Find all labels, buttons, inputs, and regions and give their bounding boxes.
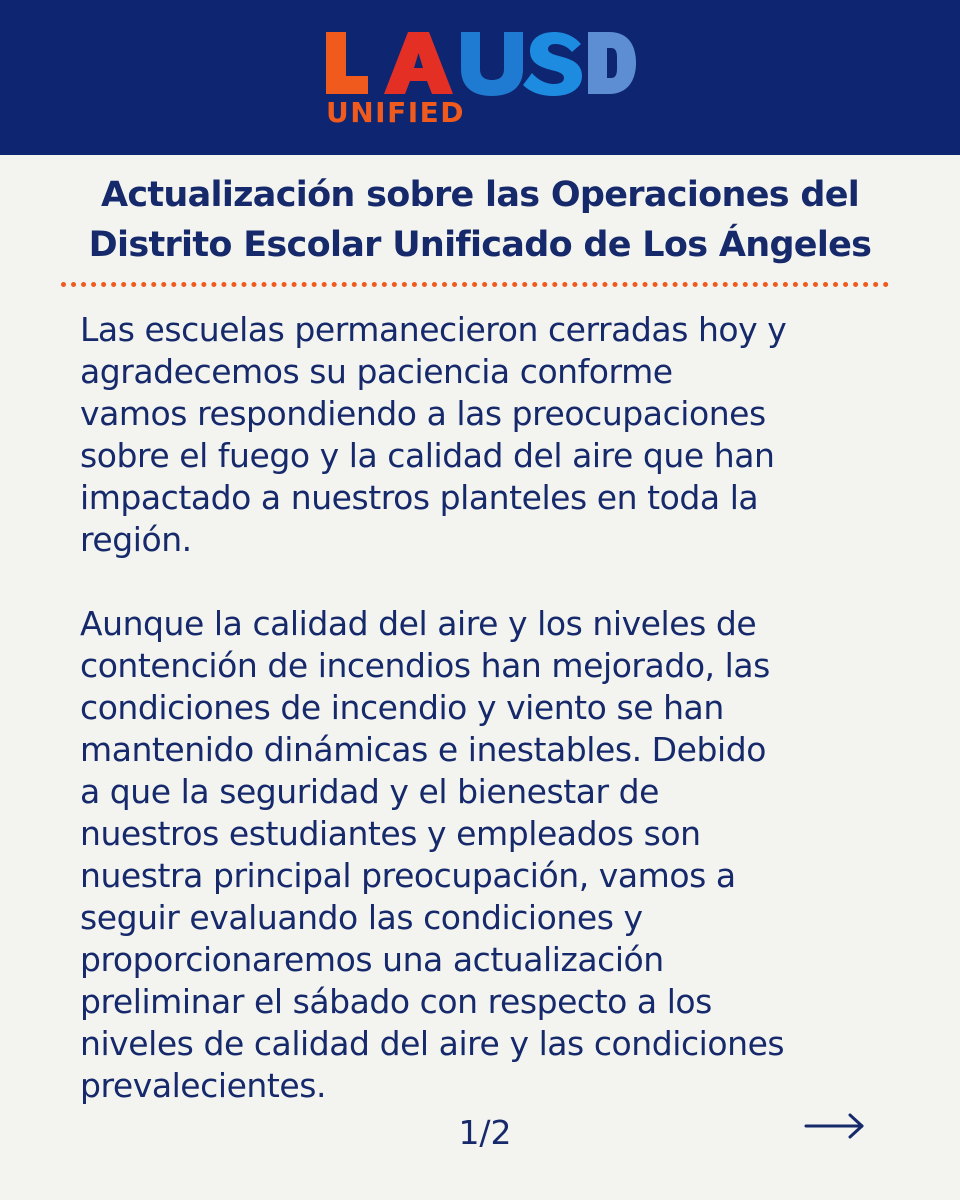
paragraph-1-line-4: sobre el fuego y la calidad del aire que han	[80, 436, 775, 475]
header-banner	[0, 0, 960, 155]
paragraph-2	[80, 603, 900, 1107]
page-title-line-2: Distrito Escolar Unificado de Los Ángeles	[88, 225, 872, 265]
page-title	[40, 170, 920, 270]
paragraph-1-line-5: impactado a nuestros planteles en toda la	[80, 478, 759, 517]
svg-text:UNIFIED: UNIFIED	[326, 96, 466, 126]
paragraph-2-line-11: niveles de calidad del aire y las condiciones	[80, 1024, 785, 1063]
paragraph-2-line-7: nuestra principal preocupación, vamos a	[80, 856, 736, 895]
paragraph-2-line-6: nuestros estudiantes y empleados son	[80, 814, 701, 853]
paragraph-2-line-3: condiciones de incendio y viento se han	[80, 688, 724, 727]
paragraph-2-line-9: proporcionaremos una actualización	[80, 940, 664, 979]
paragraph-1-line-3: vamos respondiendo a las preocupaciones	[80, 394, 766, 433]
paragraph-2-line-1: Aunque la calidad del aire y los niveles de	[80, 604, 757, 643]
paragraph-2-line-4: mantenido dinámicas e inestables. Debido	[80, 730, 766, 769]
arrow-right-icon[interactable]	[804, 1111, 866, 1141]
paragraph-2-line-5: a que la seguridad y el bienestar de	[80, 772, 660, 811]
paragraph-2-line-8: seguir evaluando las condiciones y	[80, 898, 643, 937]
paragraph-spacer	[80, 561, 900, 603]
lausd-unified-logo	[326, 22, 636, 126]
page-title-line-1: Actualización sobre las Operaciones del	[100, 175, 860, 215]
paragraph-2-line-2: contención de incendios han mejorado, las	[80, 646, 770, 685]
paragraph-1-line-6: región.	[80, 520, 192, 559]
paragraph-1-line-1: Las escuelas permanecieron cerradas hoy y	[80, 310, 787, 349]
paragraph-1-line-2: agradecemos su paciencia conforme	[80, 352, 673, 391]
paragraph-2-line-12: prevalecientes.	[80, 1066, 327, 1105]
page-indicator: 1/2	[458, 1113, 512, 1152]
paragraph-1	[80, 309, 900, 561]
dotted-divider	[61, 282, 889, 287]
announcement-body	[80, 309, 900, 1107]
paragraph-2-line-10: preliminar el sábado con respecto a los	[80, 982, 712, 1021]
